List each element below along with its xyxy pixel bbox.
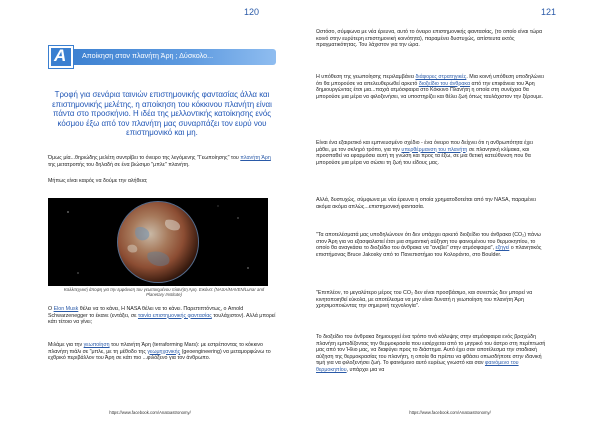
link-geoengineering[interactable]: γεωμηχανικής	[147, 348, 181, 355]
lead-paragraph: Τροφή για σενάρια ταινιών επιστημονικής φαντασίας άλλα και επιστημονικής μελέτης, η αποίκηση του κόκκινου πλανήτη είναι πάντα στο προσκήνιο. Η ιδέα της μελλοντικής κατοίκησης ενός κόσμου έξω από τον πλανήτη μας συναρπάζει τον ευρύ νου επιστημονικό και μη.	[52, 90, 272, 138]
image-caption: Καλλιτεχνική άποψη για την εμφάνιση του γεωποιημένου πλανήτη Άρη. Εικόνα: (NASA/MAVEN/Lunar and Planetary Institute)	[63, 287, 265, 298]
paragraph: Μιλάμε για την γεωποίηση του πλανήτη Άρη (terraforming Mars): με εστρέποντας το κόκκινο πλανήτη πιάλι σε "μπλε, με τη μέθοδο της γεωμηχανικής (geoengineering) να μεταμορφώνω το εχθρικό περιβάλλον του Άρη σε κάτι πιο ...φιλόξενο για τον άνθρωπο.	[48, 342, 271, 362]
page-number: 120	[244, 7, 260, 17]
paragraph: Το διοξείδιο του άνθρακα δημιουργεί ένα τρόπο τινά κάλυψης στην ατμόσφαιρα ενός βραχώδη πλανήτη εμποδίζοντας την θερμοκρασία που εισέρχεται από το μητρικό του άστρο στη περίπτωσή μας από τον Ήλιο μας, να διαφύγει προς το διάστημα. Αυτό έχει σαν αποτέλεσμα την σταδιακή αύξηση της θερμοκρασίας του πλανήτη, η οποία θα πρέπει να φθάσει οπωσδήποτε στην ιδανική τιμή για να φιλοξενήσει ζωή. Το φαινόμενο αυτό ευρέως γνωστό και σαν φαινόμενο του θερμοκηπίου, υπάρχει μια να	[316, 334, 546, 373]
link-strategies[interactable]: διάφορες στρατηγικές	[415, 74, 467, 80]
banner-title: Αποίκηση στον πλανήτη Άρη ; Δύσκολο...	[82, 51, 214, 60]
paragraph: Η υπόθεση της γεωποίησης περιλαμβάνει διάφορες στρατηγικές. Μια κοινή υπόθεση υποδηλώνει ότι θα μπορούσε να απελευθερωθεί αρκετό διοξείδιο του άνθρακα από την επιφάνεια του Άρη δημιουργώντας έτσι μια...παχιά ατμόσφαιρα στο Κόκκινο Πλανήτη η οποία στη συνέχεια θα μπορούσε μια μέρα να φιλοξενήσει, να υποστηρίζει και θέλει ζωή όπως ταυλάχιστον την ξέρουμε.	[316, 74, 544, 100]
link-mars-planet[interactable]: πλανήτη Άρη	[240, 155, 271, 161]
mars-planet-illustration	[48, 198, 268, 286]
page-footer-url: https://www.facebook.com/Anatoastronomy/	[409, 410, 491, 415]
link-sci-fi-movie[interactable]: ταινία επιστημονικής φαντασίας	[137, 312, 212, 319]
terraformed-mars-image	[48, 198, 268, 286]
link-global-warming[interactable]: υπερθέρμανση του πλανήτη	[401, 146, 468, 153]
paragraph: Ο Elon Musk θέλει να το κάνει, Η NASA θέλει να το κάνει. Παρεπιπτόντως, ο Arnold Schwarzenegger το έκανε (εντάξει, σε ταινία επιστημονικής φαντασίας τουλάχιστον). Αλλά μπορεί κάτι τέτοιο να γίνει;	[48, 306, 276, 326]
right-page	[300, 0, 600, 424]
page-footer-url: https://www.facebook.com/Anatoastronomy/	[109, 410, 191, 415]
paragraph: Ωστόσο, σύμφωνα με νέα έρευνα, αυτό το όνειρο επιστημονικής φαντασίας, (το οποίο είναι τώρα κοινό στην ευρύτερη επιστημονική κοινότητα), παραμένει δυστυχώς, απίστευτα εκτός πραγματικότητας. Του λάχιστον για την ώρα.	[316, 29, 543, 49]
paragraph: Όμως μία...θηριώδης μελέτη συντρίβει το όνειρο της λεγόμενης "Γεωποίησης" του πλανήτη Άρη της μετατροπής του δηλαδή σε ένα βιώσιμο "μπλε" πλανήτη.	[48, 155, 271, 168]
link-elon-musk[interactable]: Elon Musk	[53, 306, 79, 312]
link-carbon-dioxide[interactable]: διοξείδιο του άνθρακα	[418, 80, 471, 87]
logo-letter: A	[54, 46, 67, 65]
paragraph: Αλλά, δυστυχώς, σύμφωνα με νέα έρευνα η οποία χρηματοδοτείται από την NASA, παραμένει ακόμα ακόμα απλώς...επιστημονική φαντασία.	[316, 197, 536, 210]
paragraph: "Τα αποτελέσματά μας υποδηλώνουν ότι δεν υπάρχει αρκετό διοξείδιο του άνθρακα (CO₂) πάνω στον Άρη για να εξασφαλιστεί έτσι μια σημαντική αύξηση του φαινομένου του θερμοκηπίου, το οποίο θα αναγκάσει το διοξείδιο του άνθρακα να "ανεβει" στην ατμόσφαιρα", εξηγεί ο πλανητικός επιστήμονας Bruce Jakosky από το Πανεπιστήμιο του Κολοράντο, στο Boulder.	[316, 232, 542, 258]
astronomy-logo-icon	[48, 45, 74, 69]
link-explains[interactable]: εξηγεί	[495, 245, 510, 252]
paragraph: "Επιπλέον, το μεγαλύτερο μέρος του CO₂ δεν είναι προσβάσιμο, και συνεπώς δεν μπορεί να κινητοποιηθεί εύκολα, με αποτέλεσμα να μην είναι δυνατή η γεωποίηση του πλανήτη Άρη χρησιμοποιώντας την σημερινή τεχνολογία".	[316, 290, 533, 310]
link-terraforming[interactable]: γεωποίηση	[83, 342, 110, 348]
page-number: 121	[540, 7, 556, 17]
article-banner	[48, 45, 276, 69]
link-greenhouse-effect[interactable]: φαινόμενο του θερμοκηπίου	[316, 360, 519, 373]
paragraph: Μήπως είναι καιρός να δούμε την αλήθεια;	[48, 178, 148, 184]
paragraph: Είναι ένα εξαιρετικό και εμπνευσμένο σχέδιο - ένα όνειρο που δείχνει ότι η ανθρωπότητα έχει μάθει, με τον σκληρό τρόπο, για την υπερθέρμανση του πλανήτη σε πλανητική κλίμακα, και προσπαθεί να εφαρμόσει αυτή τη γνώση και προς τα έξω, σε μια θετική κατεύθυνση που θα μπορούσε μια μέρα να σώσει τη ζωή του είδους μας.	[316, 140, 533, 166]
